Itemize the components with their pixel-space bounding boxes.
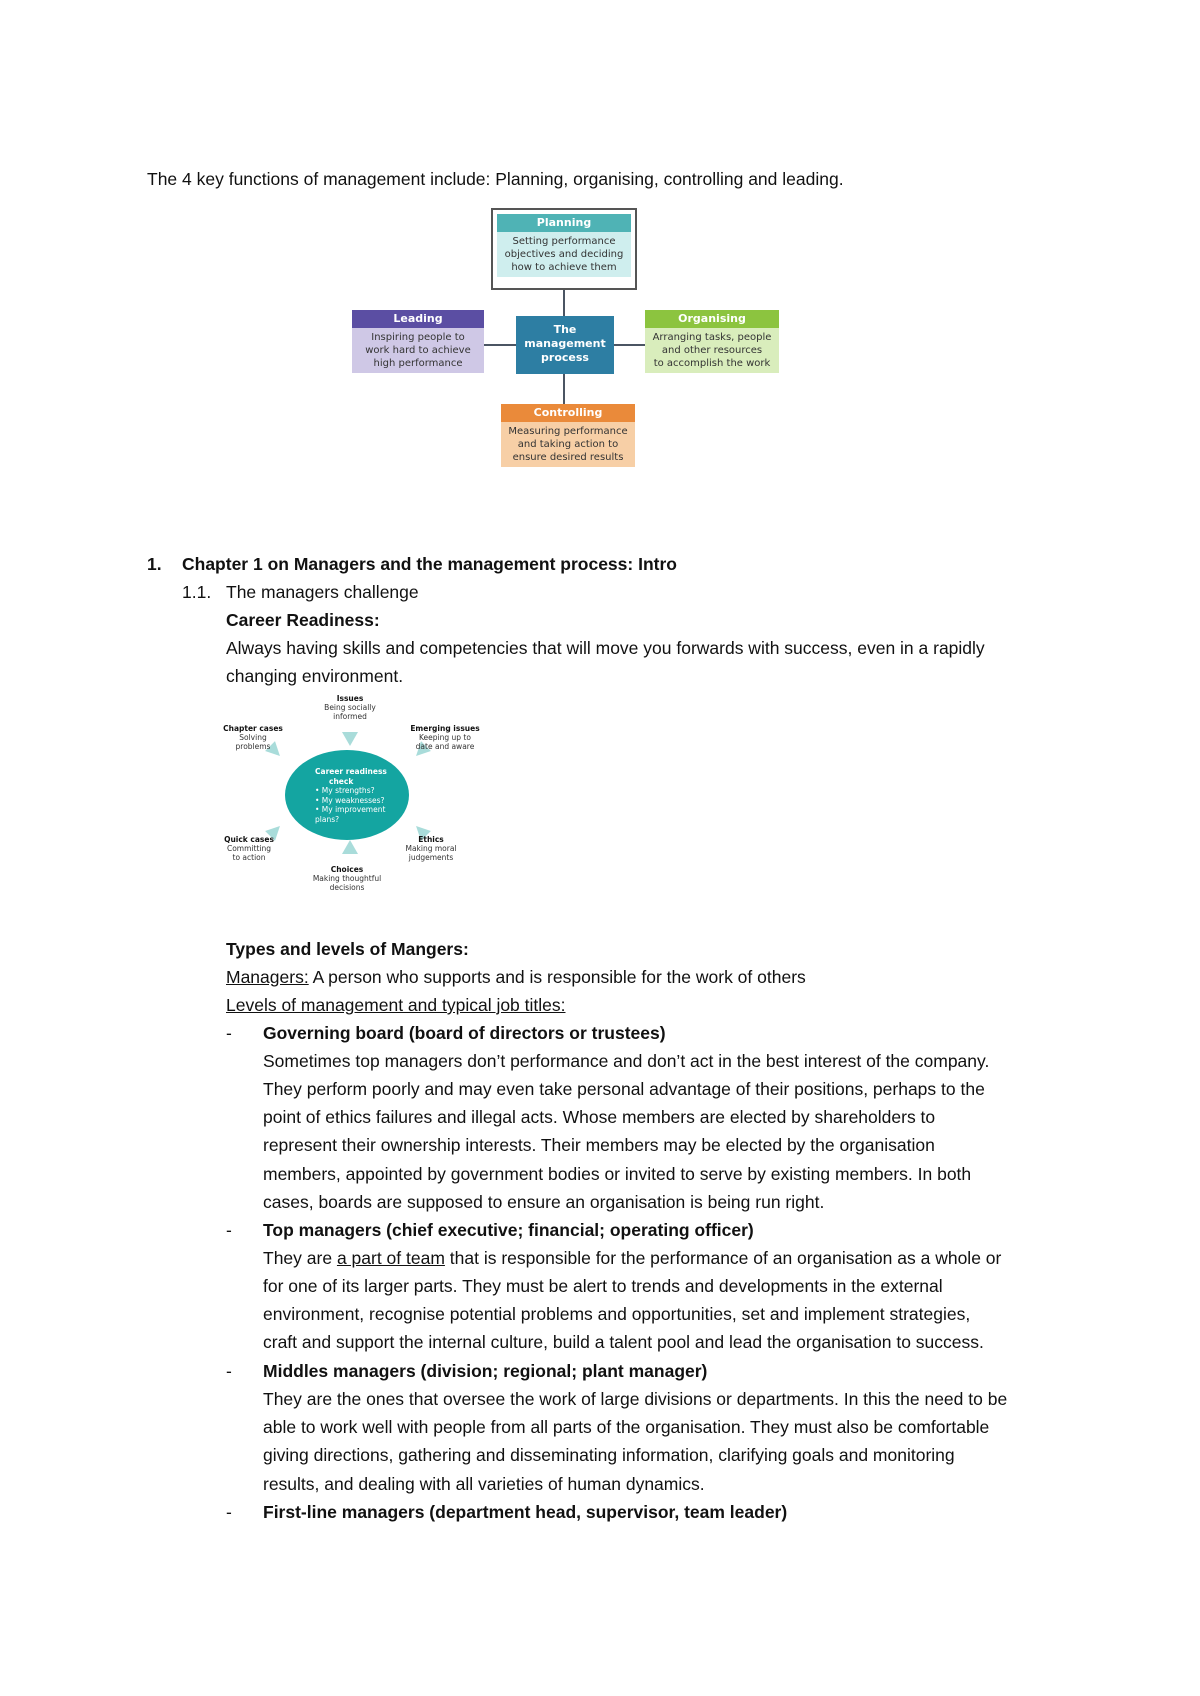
planning-box xyxy=(491,208,637,290)
section-number: 1.1. xyxy=(182,582,212,602)
connector-right xyxy=(614,344,645,346)
middle-managers-line: giving directions, gathering and disseminating information, clarifying goals and monitoring xyxy=(263,1445,955,1465)
top-managers-line: craft and support the internal culture, build a talent pool and lead the organisation to success. xyxy=(263,1332,984,1352)
middle-managers-line: results, and dealing with all varieties of human dynamics. xyxy=(263,1474,705,1494)
label-ethics: Ethics Making moral judgements xyxy=(405,835,457,862)
governing-line: members, appointed by government bodies or invited to serve by existing members. In both xyxy=(263,1164,972,1184)
controlling-body: Measuring performance and taking action to ensure desired results xyxy=(501,422,635,467)
chapter-title: Chapter 1 on Managers and the management process: Intro xyxy=(182,554,677,574)
organising-title: Organising xyxy=(645,310,779,328)
leading-box xyxy=(352,310,484,373)
first-line-managers-title: First-line managers (department head, supervisor, team leader) xyxy=(263,1502,788,1522)
middle-managers-title: Middles managers (division; regional; plant manager) xyxy=(263,1361,708,1381)
managers-definition-line xyxy=(226,963,806,992)
types-heading: Types and levels of Mangers: xyxy=(226,939,469,959)
connector-left xyxy=(484,344,516,346)
label-chapter-cases: Chapter cases Solving problems xyxy=(223,724,283,751)
governing-line: point of ethics failures and illegal acts. Whose members are elected by shareholders to xyxy=(263,1107,936,1127)
label-issues: Issues Being socially informed xyxy=(324,694,376,721)
governing-line: represent their ownership interests. Their members may be elected by the organisation xyxy=(263,1135,935,1155)
label-choices: Choices Making thoughtful decisions xyxy=(312,865,382,892)
governing-line: Sometimes top managers don’t performance and don’t act in the best interest of the company. xyxy=(263,1051,990,1071)
controlling-title: Controlling xyxy=(501,404,635,422)
top-managers-line: They are a part of team that is responsible for the performance of an organisation as a whole or xyxy=(263,1248,1002,1268)
intro-line: The 4 key functions of management include: Planning, organising, controlling and leading. xyxy=(147,169,844,189)
managers-label: Managers: xyxy=(226,967,309,987)
planning-title: Planning xyxy=(497,214,631,232)
organising-body: Arranging tasks, people and other resources to accomplish the work xyxy=(645,328,779,373)
arrow-issues-icon xyxy=(342,732,358,746)
leading-title: Leading xyxy=(352,310,484,328)
bullet-dash: - xyxy=(226,1502,232,1522)
top-managers-line: for one of its larger parts. They must be alert to trends and developments in the external xyxy=(263,1276,943,1296)
bullet-dash: - xyxy=(226,1220,232,1240)
middle-managers-line: able to work well with people from all parts of the organisation. They must also be comfortable xyxy=(263,1417,990,1437)
career-readiness-text-2: changing environment. xyxy=(226,666,404,686)
levels-heading: Levels of management and typical job titles: xyxy=(226,995,566,1015)
top-managers-title: Top managers (chief executive; financial; operating officer) xyxy=(263,1220,754,1240)
arrow-choices-icon xyxy=(342,840,358,854)
organising-box xyxy=(645,310,779,373)
career-readiness-text-1: Always having skills and competencies that will move you forwards with success, even in a rapidly xyxy=(226,638,985,658)
leading-body: Inspiring people to work hard to achieve high performance xyxy=(352,328,484,373)
management-process-diagram xyxy=(346,208,782,476)
governing-line: They perform poorly and may even take personal advantage of their positions, perhaps to the xyxy=(263,1079,985,1099)
label-quick-cases: Quick cases Committing to action xyxy=(224,835,274,862)
bullet-dash: - xyxy=(226,1361,232,1381)
managers-definition: A person who supports and is responsible for the work of others xyxy=(308,967,806,987)
governing-line: cases, boards are supposed to ensure an organisation is being run right. xyxy=(263,1192,825,1212)
bullet-dash: - xyxy=(226,1023,232,1043)
middle-managers-line: They are the ones that oversee the work of large divisions or departments. In this the need to be xyxy=(263,1389,1008,1409)
label-emerging-issues: Emerging issues Keeping up to date and aware xyxy=(410,724,480,751)
top-managers-line: environment, recognise potential problems and opportunities, set and implement strategies, xyxy=(263,1304,971,1324)
career-readiness-diagram xyxy=(224,694,484,890)
career-readiness-heading: Career Readiness: xyxy=(226,610,380,630)
controlling-box xyxy=(501,404,635,467)
section-title: The managers challenge xyxy=(226,582,419,602)
part-of-team-text: a part of team xyxy=(336,1248,445,1268)
chapter-number: 1. xyxy=(147,554,162,574)
career-readiness-circle: Career readiness check • My strengths? • My weaknesses? • My improvement plans? xyxy=(285,750,409,840)
planning-body: Setting performance objectives and deciding how to achieve them xyxy=(497,232,631,277)
governing-title: Governing board (board of directors or trustees) xyxy=(263,1023,666,1043)
management-process-box: The management process xyxy=(516,316,614,374)
